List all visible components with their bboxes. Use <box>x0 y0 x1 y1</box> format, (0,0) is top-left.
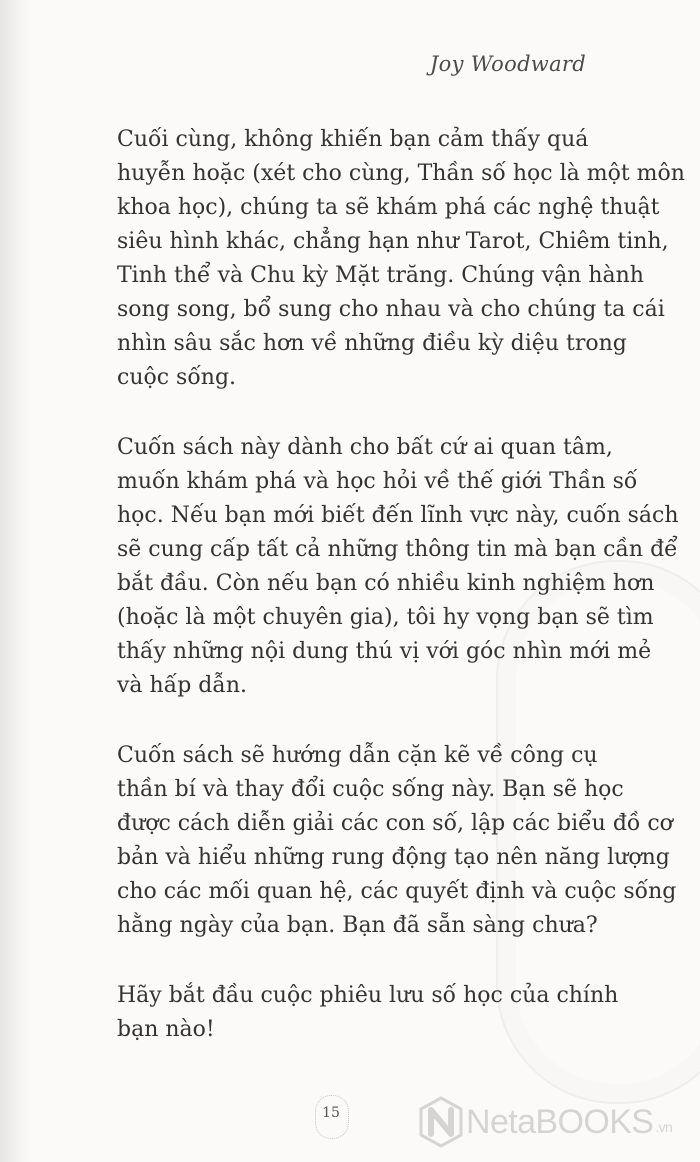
text-line: Tinh thể và Chu kỳ Mặt trăng. Chúng vận hành <box>117 263 644 288</box>
watermark-domain-suffix: .vn <box>655 1119 673 1135</box>
text-line: muốn khám phá và học hỏi về thế giới Thần số <box>117 469 638 494</box>
text-line: nhìn sâu sắc hơn về những điều kỳ diệu trong <box>117 331 627 356</box>
text-line: và hấp dẫn. <box>117 673 247 698</box>
text-line: Cuốn sách sẽ hướng dẫn cặn kẽ về công cụ <box>117 743 598 768</box>
paragraph-1 <box>117 123 685 395</box>
page-gutter-shadow <box>0 0 32 1162</box>
text-line: huyễn hoặc (xét cho cùng, Thần số học là một môn <box>117 161 685 186</box>
text-line: Hãy bắt đầu cuộc phiêu lưu số học của chính <box>117 983 619 1008</box>
text-line: học. Nếu bạn mới biết đến lĩnh vực này, cuốn sách <box>117 503 679 528</box>
text-line: cuộc sống. <box>117 365 237 390</box>
running-header-author: Joy Woodward <box>429 52 586 76</box>
text-line: Cuốn sách này dành cho bất cứ ai quan tâm, <box>117 435 613 460</box>
text-line: bắt đầu. Còn nếu bạn có nhiều kinh nghiệm hơn <box>117 571 655 596</box>
page-number-ornament <box>306 1095 356 1137</box>
text-line: song song, bổ sung cho nhau và cho chúng ta cái <box>117 297 665 322</box>
watermark-brand: NetaBOOKS <box>466 1103 654 1141</box>
page-number: 15 <box>322 1105 340 1121</box>
text-line: bản và hiểu những rung động tạo nên năng lượng <box>117 845 670 870</box>
text-line: hằng ngày của bạn. Bạn đã sẵn sàng chưa? <box>117 913 598 938</box>
paragraph-4 <box>117 979 619 1047</box>
page-body-text <box>117 123 685 1047</box>
paragraph-2 <box>117 431 679 703</box>
text-line: thấy những nội dung thú vị với góc nhìn mới mẻ <box>117 639 652 664</box>
paragraph-3 <box>117 739 677 943</box>
text-line: siêu hình khác, chẳng hạn như Tarot, Chiêm tinh, <box>117 229 669 254</box>
text-line: cho các mối quan hệ, các quyết định và cuộc sống <box>117 879 677 904</box>
text-line: khoa học), chúng ta sẽ khám phá các nghệ thuật <box>117 195 660 220</box>
watermark-brand-text <box>466 1104 686 1140</box>
n-hexagon-logo-icon <box>418 1096 464 1148</box>
text-line: Cuối cùng, không khiến bạn cảm thấy quá <box>117 127 589 152</box>
text-line: bạn nào! <box>117 1017 215 1042</box>
text-line: được cách diễn giải các con số, lập các biểu đồ cơ <box>117 811 673 836</box>
text-line: thần bí và thay đổi cuộc sống này. Bạn sẽ học <box>117 777 624 802</box>
netabooks-watermark <box>418 1096 688 1148</box>
text-line: sẽ cung cấp tất cả những thông tin mà bạn cần để <box>117 537 678 562</box>
text-line: (hoặc là một chuyên gia), tôi hy vọng bạn sẽ tìm <box>117 605 654 630</box>
